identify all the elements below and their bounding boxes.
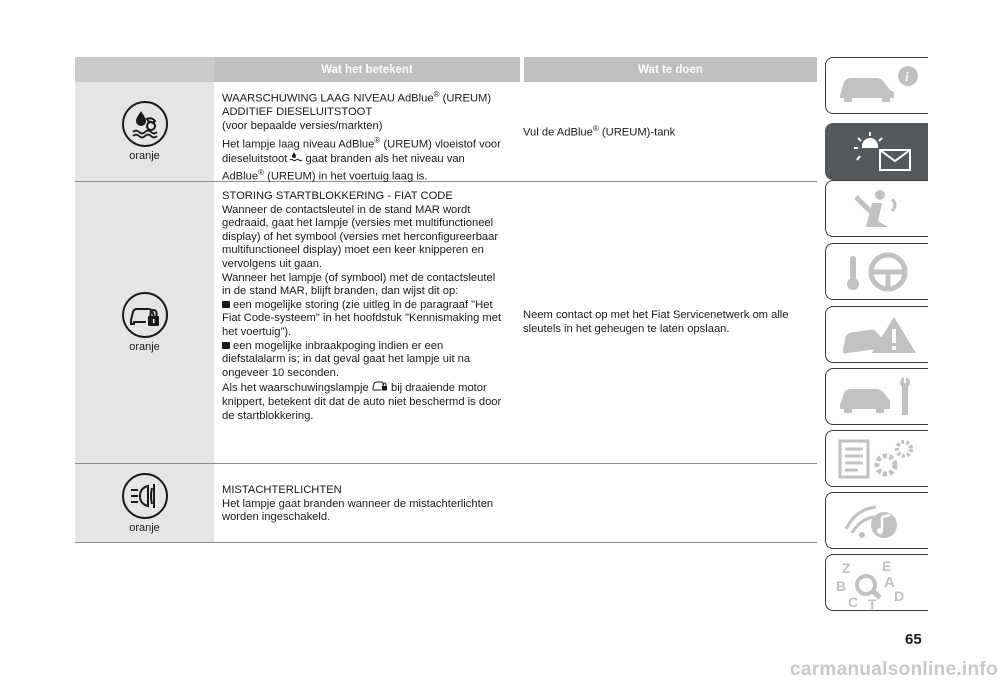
rear-fog-light-icon [122,473,168,519]
action-cell [512,464,817,542]
meaning-cell: STORING STARTBLOKKERING - FIAT CODE Wanneer de contactsleutel in de stand MAR wordt gedraaid, gaat het lampje (versies met multifunctioneel display) of het symbool (versies met herconfigureerbaar multifunctioneel display) moet een keer knipperen en vervolgens uit gaan. Wanneer het lampje (of symbool) met de contactsleutel in de stand MAR, blijft branden, dan wijst dit op: een mogelijke storing (zie uitleg in de paragraaf "Het Fiat Code-systeem" in het hoofdstuk "Kennismaking met het voertuig"). een mogelijke inbraakpoging indien er een diefstalalarm is; in dat geval gaat het lampje uit na ongeveer 10 seconden. Als het waarschuwingslampje bij draaiende motor knippert, betekent dit dat de auto niet beschermd is door de startblokkering. [222,190,502,422]
tab-index[interactable] [825,554,928,611]
airbag-seat-icon [836,187,921,231]
tab-emergency[interactable] [825,306,928,363]
index-letter: Z [842,560,851,576]
table-row [75,182,817,464]
icon-cell [75,82,214,181]
icon-color-label: oranje [129,341,160,353]
alphabet-index-icon [836,558,921,612]
header-icon-column [75,57,214,82]
car-info-icon [836,64,921,108]
index-letter: T [868,596,877,612]
immobilizer-inline-icon [372,380,388,391]
watermark: carmanualsonline.info [790,659,998,680]
table-row [75,82,817,182]
action-cell: Vul de AdBlue® (UREUM)-tank [512,82,817,181]
tab-starting-driving[interactable] [825,243,928,300]
specs-gear-icon [836,437,921,481]
index-letter: A [884,574,895,591]
warning-lights-icon [836,130,921,174]
index-letter: B [836,578,847,594]
tab-dashboard-info[interactable] [825,57,928,114]
tab-multimedia[interactable] [825,492,928,549]
warning-lights-table [75,57,817,543]
meaning-cell: WAARSCHUWING LAAG NIVEAU AdBlue® (UREUM) ADDITIEF DIESELUITSTOOT (voor bepaalde versies/markten) Het lampje laag niveau AdBlue® (UREUM) vloeistof voor dieseluitstoot gaat branden als het niveau van AdBlue® (UREUM) in het voertuig laag is. [222,90,501,184]
page-number: 65 [905,631,922,648]
action-cell: Neem contact op met het Fiat Servicenetwerk om alle sleutels in het geheugen te laten opslaan. [512,182,817,463]
tab-technical-data[interactable] [825,430,928,487]
tab-maintenance[interactable] [825,368,928,425]
tab-warning-lights[interactable] [825,123,928,180]
table-row [75,464,817,543]
table-header [75,57,817,82]
icon-cell [75,464,214,542]
tab-safety[interactable] [825,180,928,237]
index-letter: E [882,558,892,574]
adblue-level-icon [122,101,168,147]
index-letter: D [894,588,905,604]
immobilizer-car-lock-icon [122,292,168,338]
adblue-inline-icon [290,152,302,162]
icon-color-label: oranje [129,150,160,162]
header-action: Wat te doen [524,57,817,82]
car-wrench-icon [836,375,921,419]
car-warning-icon [836,313,921,357]
icon-cell [75,182,214,463]
index-letter: C [848,594,859,610]
svg-text:i: i [905,69,909,84]
meaning-cell: MISTACHTERLICHTEN Het lampje gaat branden wanneer de mistachterlichten worden ingeschakeld. [222,484,494,524]
multimedia-icon [836,499,921,543]
bullet-icon [222,342,230,349]
bullet-icon [222,301,230,308]
key-steering-icon [836,250,921,294]
icon-color-label: oranje [129,521,160,534]
header-meaning: Wat het betekent [214,57,520,82]
